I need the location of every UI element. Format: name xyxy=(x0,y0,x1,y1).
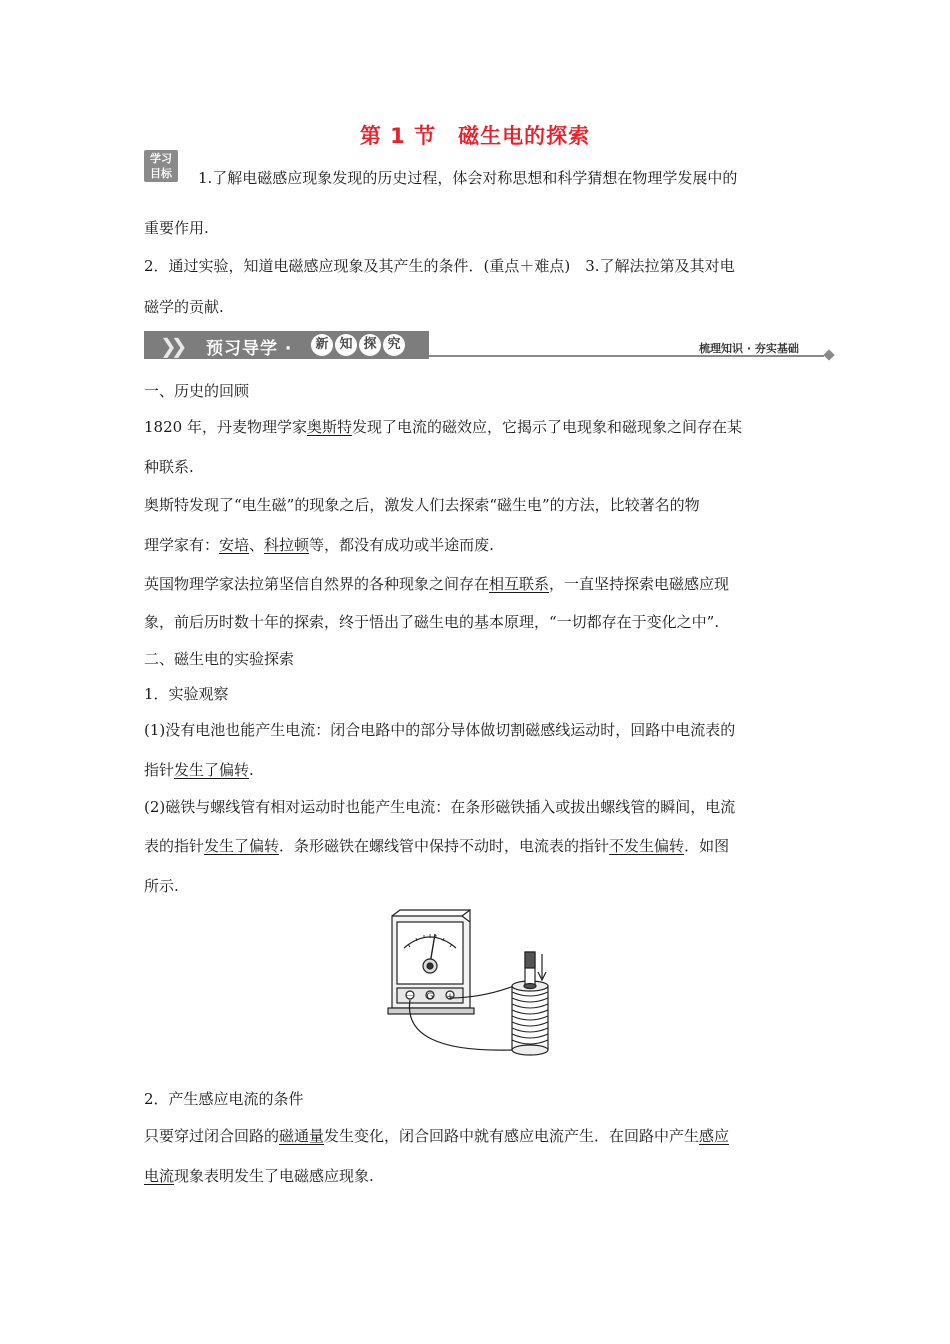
answer-underline: 发生了偏转 xyxy=(204,837,280,855)
paragraph-line: (2)磁铁与螺线管有相对运动时也能产生电流：在条形磁铁插入或拔出螺线管的瞬间，电流 xyxy=(144,798,736,816)
answer-underline: 磁通量 xyxy=(279,1127,325,1145)
text-span: . xyxy=(249,761,254,779)
chevron-right-icon: ❯❯ xyxy=(160,334,182,358)
paragraph-line: 象，前后历时数十年的探索，终于悟出了磁生电的基本原理，“一切都存在于变化之中”. xyxy=(144,613,720,631)
banner-circle-group xyxy=(311,334,405,356)
answer-underline: 不发生偏转 xyxy=(609,837,685,855)
objective-line-1: 1.了解电磁感应现象发现的历史过程，体会对称思想和科学猜想在物理学发展中的 xyxy=(198,169,738,187)
section-2-heading: 二、磁生电的实验探索 xyxy=(144,650,295,668)
paragraph-line xyxy=(144,535,814,555)
text-span: ．如图 xyxy=(684,837,730,855)
banner-circle-char: 知 xyxy=(335,334,357,356)
banner-circle-char: 探 xyxy=(359,334,381,356)
banner-title: 预习导学 · xyxy=(206,339,293,359)
paragraph-line xyxy=(144,417,814,437)
subheading: 1．实验观察 xyxy=(144,685,229,703)
meter-terminal-label: + xyxy=(446,992,454,1002)
paragraph-line xyxy=(144,574,814,594)
answer-underline: 发生了偏转 xyxy=(174,761,250,779)
answer-underline: 奥斯特 xyxy=(306,418,352,436)
text-span: 发现了电流的磁效应，它揭示了电现象和磁现象之间存在某 xyxy=(351,418,742,436)
answer-underline: 科拉顿 xyxy=(264,536,310,554)
learning-goals-badge xyxy=(144,150,178,182)
meter-terminal-label: － xyxy=(405,992,415,1002)
paragraph-line xyxy=(144,836,814,856)
objective-line-3: 2．通过实验，知道电磁感应现象及其产生的条件．(重点＋难点) 3.了解法拉第及其对电 xyxy=(144,257,735,275)
badge-line-2: 目标 xyxy=(150,167,172,180)
answer-underline: 安培 xyxy=(219,536,250,554)
answer-underline: 电流 xyxy=(144,1167,175,1185)
text-span: 理学家有： xyxy=(144,536,220,554)
page-title: 第 1 节 磁生电的探索 xyxy=(359,124,591,148)
text-span: 、 xyxy=(249,536,265,554)
paragraph-line: (1)没有电池也能产生电流：闭合电路中的部分导体做切割磁感线运动时，回路中电流表的 xyxy=(144,721,736,739)
answer-underline: 感应 xyxy=(699,1127,730,1145)
section-banner xyxy=(144,331,834,361)
text-span: 英国物理学家法拉第坚信自然界的各种现象之间存在 xyxy=(144,575,490,593)
subheading: 2．产生感应电流的条件 xyxy=(144,1090,304,1108)
paragraph-line: 种联系. xyxy=(144,458,194,476)
text-span: 表的指针 xyxy=(144,837,205,855)
banner-circle-char: 究 xyxy=(383,334,405,356)
objective-line-2: 重要作用. xyxy=(144,219,209,237)
text-span: 发生变化，闭合回路中就有感应电流产生．在回路中产生 xyxy=(324,1127,700,1145)
badge-line-1: 学习 xyxy=(150,152,172,165)
text-span: 等，都没有成功或半途而废. xyxy=(309,536,494,554)
diamond-icon xyxy=(823,349,834,360)
paragraph-line: 所示. xyxy=(144,877,179,895)
banner-subtitle: 梳理知识 · 夯实基础 xyxy=(699,342,799,355)
paragraph-line xyxy=(144,1126,814,1146)
objective-line-4: 磁学的贡献. xyxy=(144,298,224,316)
galvanometer-solenoid-figure xyxy=(382,908,572,1058)
text-span: 现象表明发生了电磁感应现象. xyxy=(174,1167,374,1185)
text-span: 1820 年，丹麦物理学家 xyxy=(144,418,307,436)
meter-terminal-label: G xyxy=(426,992,434,1002)
text-span: 指针 xyxy=(144,761,175,779)
section-1-heading: 一、历史的回顾 xyxy=(144,382,250,400)
text-span: 只要穿过闭合回路的 xyxy=(144,1127,280,1145)
paragraph-line xyxy=(144,1166,814,1186)
text-span: ，一直坚持探索电磁感应现 xyxy=(549,575,730,593)
answer-underline: 相互联系 xyxy=(489,575,550,593)
text-span: ．条形磁铁在螺线管中保持不动时，电流表的指针 xyxy=(279,837,610,855)
paragraph-line xyxy=(144,760,814,780)
banner-circle-char: 新 xyxy=(311,334,333,356)
paragraph-line: 奥斯特发现了“电生磁”的现象之后，激发人们去探索“磁生电”的方法，比较著名的物 xyxy=(144,496,700,514)
